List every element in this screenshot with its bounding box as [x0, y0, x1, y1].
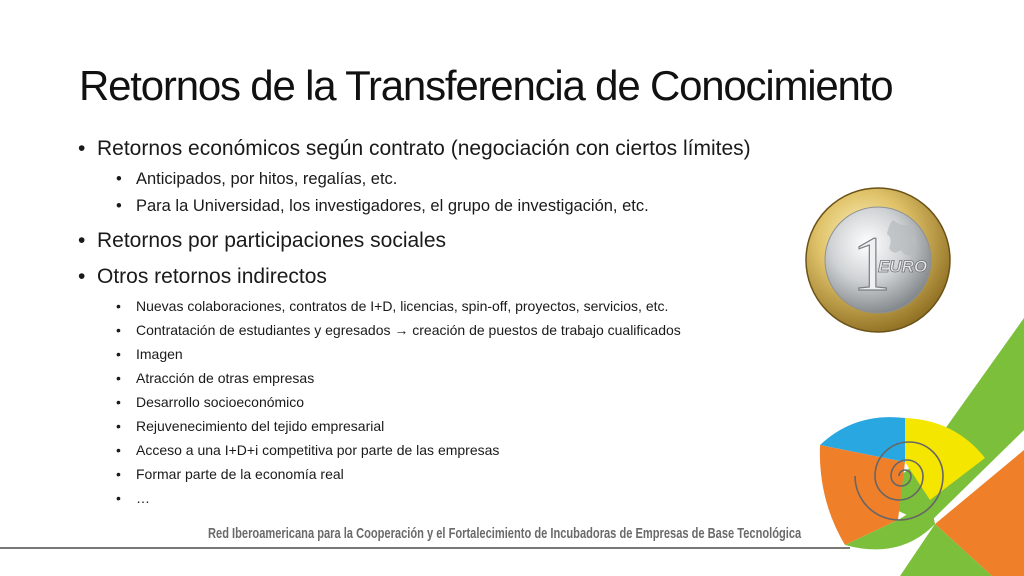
bullet-item: • Desarrollo socioeconómico: [78, 390, 818, 414]
bullet-item: • …: [78, 486, 818, 510]
bullet-item: • Otros retornos indirectos: [78, 262, 818, 292]
bullet-item: • Rejuvenecimiento del tejido empresarial: [78, 414, 818, 438]
slide-title: Retornos de la Transferencia de Conocimiento: [79, 62, 893, 109]
bullet-item: • Anticipados, por hitos, regalías, etc.: [78, 166, 818, 193]
bullet-item: • Retornos económicos según contrato (negociación con ciertos límites): [78, 134, 818, 164]
footer-divider: [0, 547, 850, 549]
bullet-item: • Atracción de otras empresas: [78, 366, 818, 390]
bullet-item: • Nuevas colaboraciones, contratos de I+D, licencias, spin-off, proyectos, servicios, etc.: [78, 294, 818, 318]
bullet-item: • Contratación de estudiantes y egresados → creación de puestos de trabajo cualificados: [78, 318, 818, 342]
bullet-item: • Retornos por participaciones sociales: [78, 226, 818, 256]
bullet-item: • Para la Universidad, los investigadores, el grupo de investigación, etc.: [78, 193, 818, 220]
coin-currency: EURO: [878, 257, 928, 276]
bullet-item: • Acceso a una I+D+i competitiva por parte de las empresas: [78, 438, 818, 462]
bullet-item: • Formar parte de la economía real: [78, 462, 818, 486]
bullet-item: • Imagen: [78, 342, 818, 366]
footer-text: Red Iberoamericana para la Cooperación y el Fortalecimiento de Incubadoras de Empresas de Base Tecnológica: [208, 525, 802, 542]
coin-denomination: 1: [852, 220, 891, 307]
